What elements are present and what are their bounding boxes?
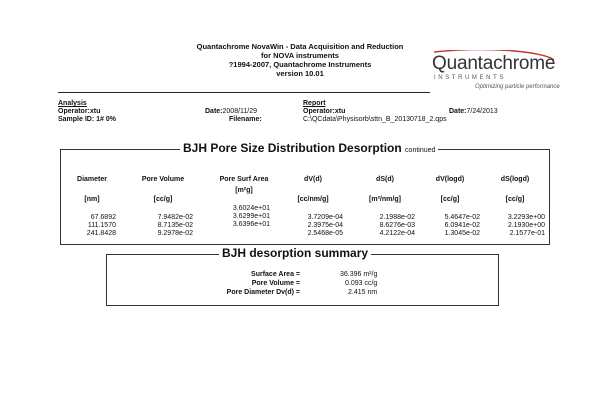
psd-col-dvd xyxy=(283,176,343,238)
table-cell: 2.1988e-02 xyxy=(379,214,415,221)
report-date-value: 7/24/2013 xyxy=(466,108,498,115)
table-cell: 67.6892 xyxy=(90,214,116,221)
analysis-filename-label: Filename: xyxy=(229,116,262,123)
summary-pore-diameter-label: Pore Diameter Dv(d) = xyxy=(226,289,300,296)
psd-col-pore-volume xyxy=(133,176,193,238)
col-unit: [cc/nm/g] xyxy=(297,196,329,203)
table-cell: 8.6276e-03 xyxy=(379,222,415,229)
table-cell: 7.9482e-02 xyxy=(157,214,193,221)
summary-pore-volume-label: Pore Volume = xyxy=(251,280,300,287)
analysis-date-value: 2008/11/29 xyxy=(222,108,258,115)
analysis-date xyxy=(205,108,257,116)
col-header: dV(d) xyxy=(304,176,322,183)
col-unit: [cc/g] xyxy=(440,196,460,203)
analysis-sample-id: Sample ID: 1# 0% xyxy=(58,116,116,123)
table-cell: 5.4647e-02 xyxy=(444,214,480,221)
table-cell: 2.3975e-04 xyxy=(307,222,343,229)
col-unit: [nm] xyxy=(84,196,100,203)
logo-wordmark: Quantachrome xyxy=(432,53,556,74)
col-header: dS(d) xyxy=(376,176,394,183)
table-cell: 3.6024e+01 xyxy=(232,205,270,212)
summary-pore-diameter-value: 2.415 nm xyxy=(348,289,378,296)
header-line-1: Quantachrome NovaWin - Data Acquisition and Reduction xyxy=(196,42,404,51)
col-unit: [m²/nm/g] xyxy=(369,196,401,203)
table-cell: 111.1570 xyxy=(87,222,116,229)
logo-tagline: Optimizing particle performance xyxy=(475,84,560,90)
table-cell: 241.8428 xyxy=(86,230,116,237)
header-line-2: for NOVA instruments xyxy=(261,51,339,60)
header-divider xyxy=(58,92,430,93)
analysis-operator: Operator:xtu xyxy=(58,108,101,115)
table-cell: 9.2978e-02 xyxy=(157,230,193,237)
report-operator: Operator:xtu xyxy=(303,108,346,115)
logo-subtitle: INSTRUMENTS xyxy=(434,75,506,81)
table-cell: 6.0941e-02 xyxy=(444,222,480,229)
summary-pore-volume-value: 0.093 cc/g xyxy=(345,280,378,287)
table-cell: 2.1577e-01 xyxy=(509,230,545,237)
summary-title: BJH desorption summary xyxy=(219,246,371,260)
table-cell: 3.7209e-04 xyxy=(307,214,343,221)
col-header: Pore Volume xyxy=(141,176,185,183)
analysis-title: Analysis xyxy=(58,100,87,107)
table-cell: 8.7135e-02 xyxy=(157,222,193,229)
summary-surface-area-label: Surface Area = xyxy=(251,271,300,278)
report-title: Report xyxy=(303,100,326,107)
col-unit: [m²g] xyxy=(235,187,253,194)
col-header: dV(logd) xyxy=(435,176,465,183)
report-date xyxy=(449,108,498,116)
psd-col-pore-surf-area xyxy=(218,176,270,229)
col-header: Pore Surf Area xyxy=(219,176,269,183)
header-line-3: ?1994-2007, Quantachrome Instruments xyxy=(228,60,372,69)
col-header: Diameter xyxy=(77,176,107,183)
table-cell: 3.6299e+01 xyxy=(232,213,270,220)
table-cell: 3.6396e+01 xyxy=(232,221,270,228)
table-cell: 3.2293e+00 xyxy=(507,214,545,221)
col-unit: [cc/g] xyxy=(153,196,173,203)
table-cell: 2.1930e+00 xyxy=(507,222,545,229)
report-date-label: Date: xyxy=(449,108,467,115)
psd-title xyxy=(180,141,438,155)
quantachrome-logo xyxy=(420,50,560,96)
report-filename: C:\QCdata\Physisorb\sttn_B_20130718_2.qps xyxy=(303,116,447,123)
psd-continued: continued xyxy=(405,147,436,154)
psd-col-dsd xyxy=(355,176,415,238)
col-unit: [cc/g] xyxy=(505,196,525,203)
psd-col-diameter xyxy=(68,176,116,238)
psd-col-ds-logd xyxy=(485,176,545,238)
summary-surface-area-value: 36.396 m²/g xyxy=(340,271,378,278)
psd-col-dv-logd xyxy=(420,176,480,238)
header-line-4: version 10.01 xyxy=(276,69,324,78)
report-header xyxy=(150,42,450,78)
col-header: dS(logd) xyxy=(500,176,530,183)
psd-title-text: BJH Pore Size Distribution Desorption xyxy=(183,141,402,155)
analysis-date-label: Date: xyxy=(205,108,223,115)
table-cell: 1.3045e-02 xyxy=(444,230,480,237)
summary-box xyxy=(106,254,499,306)
table-cell: 4.2122e-04 xyxy=(379,230,415,237)
table-cell: 2.5468e-05 xyxy=(307,230,343,237)
